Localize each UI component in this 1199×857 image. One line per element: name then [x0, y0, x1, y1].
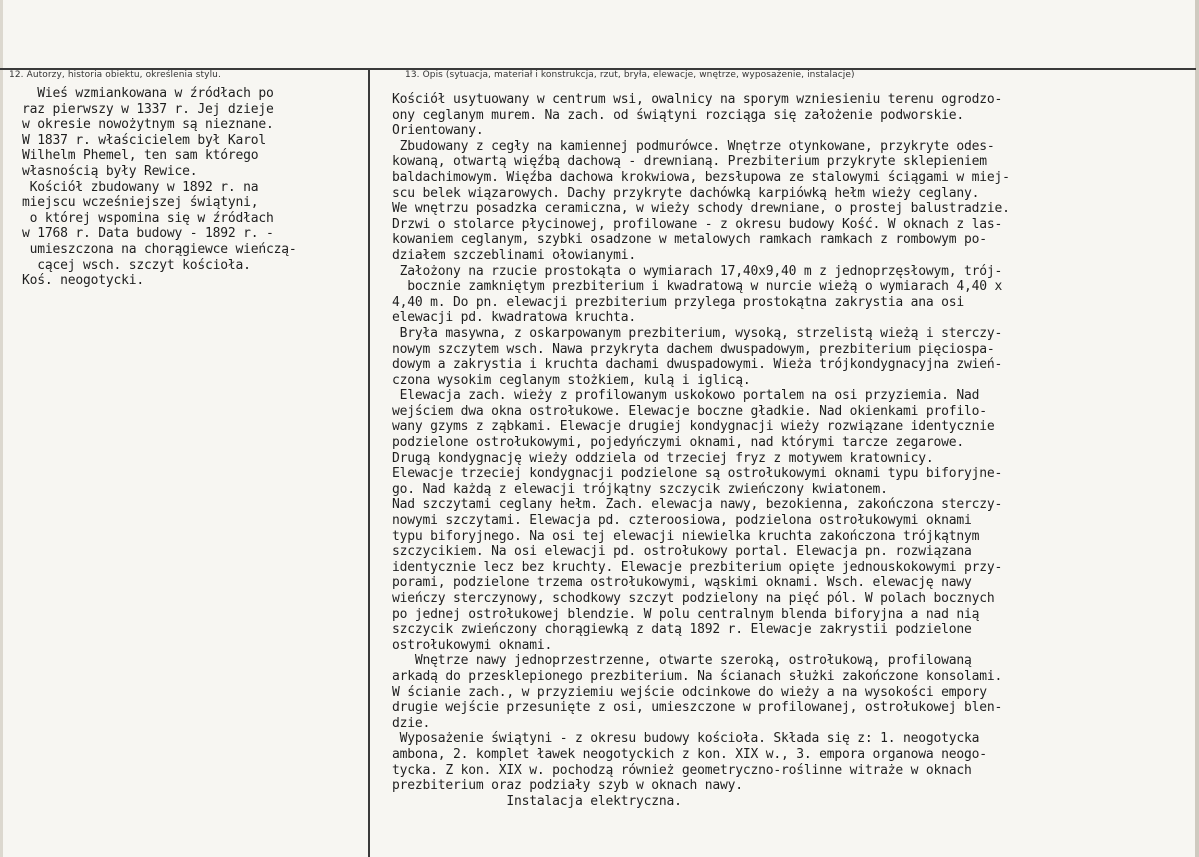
description-text-line: bocznie zamkniętym prezbiterium i kwadratową w nurcie wieżą o wymiarach 4,40 x	[392, 279, 1003, 295]
description-text-line: wejściem dwa okna ostrołukowe. Elewacje boczne gładkie. Nad okienkami profilo-	[392, 403, 987, 419]
description-text-line: Nad szczytami ceglany hełm. Zach. elewacja nawy, bezokienna, zakończona sterczy-	[392, 497, 1003, 513]
description-text-line: Drzwi o stolarce płycinowej, profilowane - z okresu budowy Kość. W oknach z las-	[392, 216, 1003, 232]
section-12-header: 12. Autorzy, historia obiektu, określenia stylu.	[9, 70, 221, 80]
history-text-line: w 1768 r. Data budowy - 1892 r. -	[22, 226, 274, 242]
description-text-line: Wnętrze nawy jednoprzestrzenne, otwarte szeroką, ostrołukową, profilowaną	[392, 653, 972, 669]
description-text-line: Założony na rzucie prostokąta o wymiarach 17,40x9,40 m z jednoprzęsłowym, trój-	[392, 263, 1003, 279]
description-text-line: scu belek wiązarowych. Dachy przykryte dachówką karpiówką hełm wieży ceglany.	[392, 185, 980, 201]
description-text-line: kowaniem ceglanym, szybki osadzone w metalowych ramkach ramkach z rombowym po-	[392, 232, 987, 248]
description-text-line: nowymi szczytami. Elewacja pd. czteroosiowa, podzielona ostrołukowymi oknami	[392, 513, 972, 529]
description-text-line: wany gzyms z ząbkami. Elewacje drugiej kondygnacji wieży rozwiązane identycznie	[392, 419, 995, 435]
description-text-line: arkadą do przesklepionego prezbiterium. Na ścianach służki zakończone konsolami.	[392, 668, 1003, 684]
history-text-line: miejscu wcześniejszej świątyni,	[22, 195, 259, 211]
history-text-line: raz pierwszy w 1337 r. Jej dzieje	[22, 101, 274, 117]
description-text-line: W ścianie zach., w przyziemiu wejście odcinkowe do wieży a na wysokości empory	[392, 684, 987, 700]
description-text-line: Instalacja elektryczna.	[392, 793, 682, 809]
description-text-line: typu biforyjnego. Na osi tej elewacji niewielka kruchta zakończona trójkątnym	[392, 528, 980, 544]
section-13-header: 13. Opis (sytuacja, materiał i konstrukcja, rzut, bryła, elewacje, wnętrze, wyposażenie, instalacje)	[405, 70, 855, 80]
description-text-line: Elewacja zach. wieży z profilowanym uskokowo portalem na osi przyziemia. Nad	[392, 388, 980, 404]
description-text-line: drugie wejście przesunięte z osi, umieszczone w profilowanej, ostrołukowej blen-	[392, 700, 1003, 716]
description-text-line: działem szczeblinami ołowianymi.	[392, 247, 637, 263]
description-text-line: Elewacje trzeciej kondygnacji podzielone są ostrołukowymi oknami typu biforyjne-	[392, 466, 1003, 482]
history-text-line: Kościół zbudowany w 1892 r. na	[22, 179, 259, 195]
description-text-line: ony ceglanym murem. Na zach. od świątyni rozciąga się założenie podworskie.	[392, 107, 964, 123]
description-text-line: Wyposażenie świątyni - z okresu budowy kościoła. Składa się z: 1. neogotycka	[392, 731, 980, 747]
description-text-line: dzie.	[392, 715, 431, 731]
description-text-line: ambona, 2. komplet ławek neogotyckich z kon. XIX w., 3. empora organowa neogo-	[392, 746, 987, 762]
description-text-line: Zbudowany z cegły na kamiennej podmurówce. Wnętrze otynkowane, przykryte odes-	[392, 138, 995, 154]
history-text-line: w okresie nowożytnym są nieznane.	[22, 117, 274, 133]
history-text-line: własnością były Rewice.	[22, 163, 198, 179]
description-text-line: Bryła masywna, z oskarpowanym prezbiterium, wysoką, strzelistą wieżą i sterczy-	[392, 325, 1003, 341]
description-text-line: identycznie lecz bez kruchty. Elewacje prezbiterium opięte jednouskokowymi przy-	[392, 559, 1003, 575]
history-text-line: W 1837 r. właścicielem był Karol	[22, 132, 267, 148]
description-text-line: podzielone ostrołukowymi, pojedyńczymi oknami, nad którymi tarcze zegarowe.	[392, 435, 964, 451]
description-text-line: Orientowany.	[392, 123, 484, 139]
history-text-block	[22, 86, 297, 289]
history-text-line: umieszczona na chorągiewce wieńczą-	[22, 241, 297, 257]
description-text-line: elewacji pd. kwadratowa kruchta.	[392, 310, 637, 326]
description-text-line: go. Nad każdą z elewacji trójkątny szczycik zwieńczony kwiatonem.	[392, 481, 888, 497]
history-text-line: o której wspomina się w źródłach	[22, 210, 274, 226]
description-text-line: Drugą kondygnację wieży oddziela od trzeciej fryz z motywem kratownicy.	[392, 450, 934, 466]
history-text-line: Koś. neogotycki.	[22, 273, 145, 289]
paper-edge-left	[0, 0, 3, 857]
description-text-line: wieńczy sterczynowy, schodkowy szczyt podzielony na pięć pól. W polach bocznych	[392, 591, 995, 606]
description-text-block	[392, 92, 1010, 809]
description-text-line: nowym szczytem wsch. Nawa przykryta dachem dwuspadowym, prezbiterium pięciospa-	[392, 341, 995, 357]
column-divider	[368, 68, 370, 857]
description-text-line: kowaną, otwartą więźbą dachową - drewnianą. Prezbiterium przykryte sklepieniem	[392, 154, 987, 170]
history-text-line: Wilhelm Phemel, ten sam którego	[22, 148, 259, 164]
description-text-line: dowym a zakrystia i kruchta dachami dwuspadowymi. Wieża trójkondygnacyjna zwień-	[392, 357, 1003, 373]
description-text-line: po jednej ostrołukowej blendzie. W polu centralnym blenda biforyjna a nad nią	[392, 606, 980, 622]
description-text-line: szczycik zwieńczony chorągiewką z datą 1892 r. Elewacje zakrystii podzielone	[392, 622, 972, 638]
history-text-line: cącej wsch. szczyt kościoła.	[22, 257, 251, 273]
description-text-line: prezbiterium oraz podziały szyb w oknach nawy.	[392, 778, 743, 794]
description-text-line: baldachimowym. Więźba dachowa krokwiowa, bezsłupowa ze stalowymi ściągami w miej-	[392, 169, 1010, 185]
description-text-line: ostrołukowymi oknami.	[392, 637, 553, 653]
description-text-line: czona wysokim ceglanym stożkiem, kulą i iglicą.	[392, 372, 751, 388]
paper-edge-right	[1195, 0, 1199, 857]
description-text-line: tycka. Z kon. XIX w. pochodzą również geometryczno-roślinne witraże w oknach	[392, 762, 972, 778]
description-text-line: porami, podzielone trzema ostrołukowymi, wąskimi oknami. Wsch. elewację nawy	[392, 575, 972, 591]
description-text-line: 4,40 m. Do pn. elewacji prezbiterium przylega prostokątna zakrystia ana osi	[392, 294, 964, 310]
description-text-line: Kościół usytuowany w centrum wsi, owalnicy na sporym wzniesieniu terenu ogrodzo-	[392, 92, 1003, 107]
history-text-line: Wieś wzmiankowana w źródłach po	[22, 86, 274, 101]
description-text-line: szczycikiem. Na osi elewacji pd. ostrołukowy portal. Elewacja pn. rozwiązana	[392, 544, 972, 560]
description-text-line: We wnętrzu posadzka ceramiczna, w wieży schody drewniane, o prostej balustradzie.	[392, 201, 1010, 217]
